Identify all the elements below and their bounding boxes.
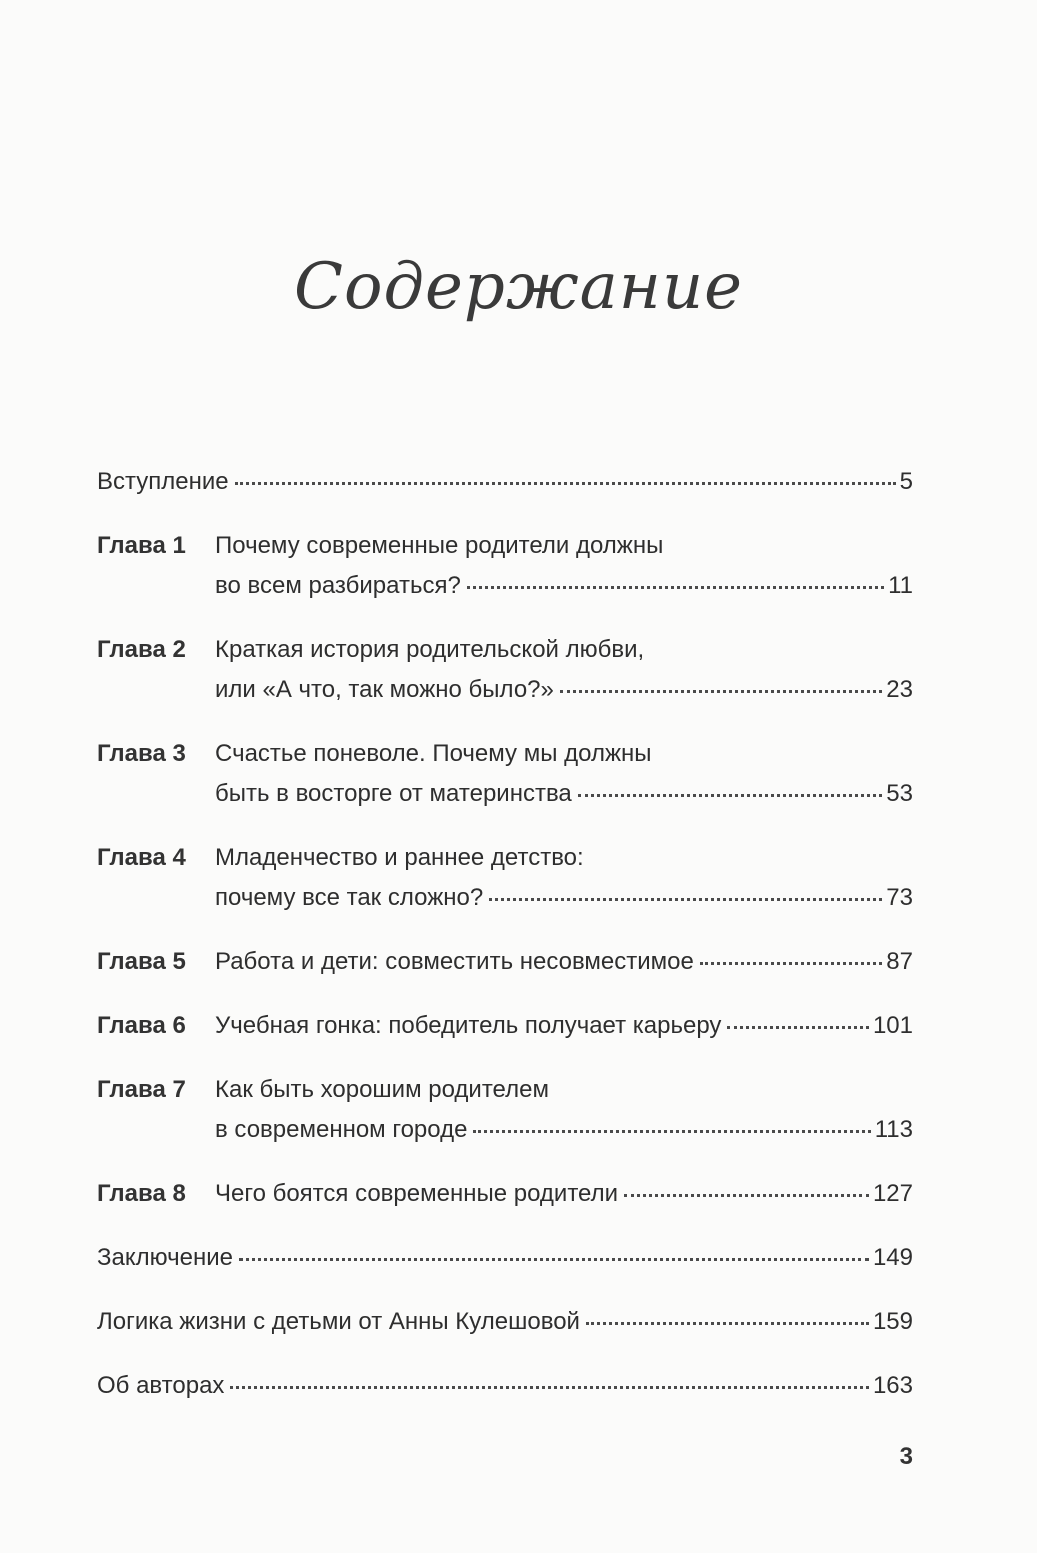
chapter-label: Глава 2 — [97, 636, 186, 663]
dot-leader — [235, 481, 896, 485]
toc-entry-conclusion[interactable] — [97, 1238, 913, 1278]
dot-leader — [230, 1385, 869, 1389]
toc-entry-title: или «А что, так можно было?» — [215, 676, 554, 703]
toc-entry-title: Почему современные родители должны — [215, 532, 664, 559]
toc-entry-title: в современном городе — [215, 1116, 468, 1143]
toc-entry-chapter-6[interactable] — [97, 1006, 913, 1046]
page-number: 3 — [899, 1443, 913, 1470]
toc-entry-title: Младенчество и раннее детство: — [215, 844, 584, 871]
toc-entry-title: Логика жизни с детьми от Анны Кулешовой — [97, 1308, 580, 1335]
toc-entry-title: Как быть хорошим родителем — [215, 1076, 549, 1103]
page-title: Содержание — [293, 250, 744, 324]
toc-entry-chapter-4[interactable] — [97, 838, 913, 918]
toc-entry-chapter-1[interactable] — [97, 526, 913, 606]
dot-leader — [560, 689, 882, 693]
chapter-label: Глава 1 — [97, 532, 186, 559]
dot-leader — [586, 1321, 869, 1325]
toc-entry-page: 149 — [872, 1244, 913, 1271]
chapter-label: Глава 8 — [97, 1180, 186, 1207]
toc-entry-page: 101 — [872, 1012, 913, 1039]
toc-entry-page: 163 — [872, 1372, 913, 1399]
toc-entry-logic[interactable] — [97, 1302, 913, 1342]
table-of-contents — [97, 462, 913, 1406]
toc-entry-page: 113 — [874, 1116, 913, 1143]
toc-entry-chapter-5[interactable] — [97, 942, 913, 982]
toc-entry-chapter-7[interactable] — [97, 1070, 913, 1150]
chapter-label: Глава 7 — [97, 1076, 186, 1103]
chapter-label: Глава 3 — [97, 740, 186, 767]
chapter-label: Глава 4 — [97, 844, 186, 871]
dot-leader — [473, 1129, 870, 1133]
toc-entry-about-authors[interactable] — [97, 1366, 913, 1406]
dot-leader — [624, 1193, 869, 1197]
toc-entry-title: Чего боятся современные родители — [215, 1180, 619, 1207]
toc-entry-page: 159 — [872, 1308, 913, 1335]
toc-entry-introduction[interactable] — [97, 462, 913, 502]
toc-entry-page: 23 — [886, 676, 913, 703]
dot-leader — [727, 1025, 869, 1029]
toc-entry-chapter-3[interactable] — [97, 734, 913, 814]
toc-entry-title: Работа и дети: совместить несовместимое — [215, 948, 694, 975]
toc-entry-page: 87 — [886, 948, 913, 975]
toc-entry-page: 127 — [872, 1180, 913, 1207]
toc-entry-title: Заключение — [97, 1244, 233, 1271]
toc-entry-page: 11 — [888, 572, 913, 599]
toc-entry-title: почему все так сложно? — [215, 884, 484, 911]
toc-entry-title: во всем разбираться? — [215, 572, 461, 599]
toc-entry-title: Об авторах — [97, 1372, 225, 1399]
toc-entry-chapter-2[interactable] — [97, 630, 913, 710]
toc-entry-page: 73 — [886, 884, 913, 911]
toc-entry-page: 53 — [886, 780, 913, 807]
dot-leader — [578, 793, 883, 797]
dot-leader — [489, 897, 882, 901]
dot-leader — [467, 585, 884, 589]
toc-entry-title: Вступление — [97, 468, 229, 495]
toc-entry-title: быть в восторге от материнства — [215, 780, 572, 807]
chapter-label: Глава 6 — [97, 1012, 186, 1039]
dot-leader — [700, 961, 882, 965]
dot-leader — [239, 1257, 869, 1261]
toc-entry-title: Счастье поневоле. Почему мы должны — [215, 740, 652, 767]
toc-entry-title: Краткая история родительской любви, — [215, 636, 645, 663]
chapter-label: Глава 5 — [97, 948, 186, 975]
toc-entry-title: Учебная гонка: победитель получает карьеру — [215, 1012, 722, 1039]
toc-entry-page: 5 — [899, 468, 913, 495]
toc-entry-chapter-8[interactable] — [97, 1174, 913, 1214]
